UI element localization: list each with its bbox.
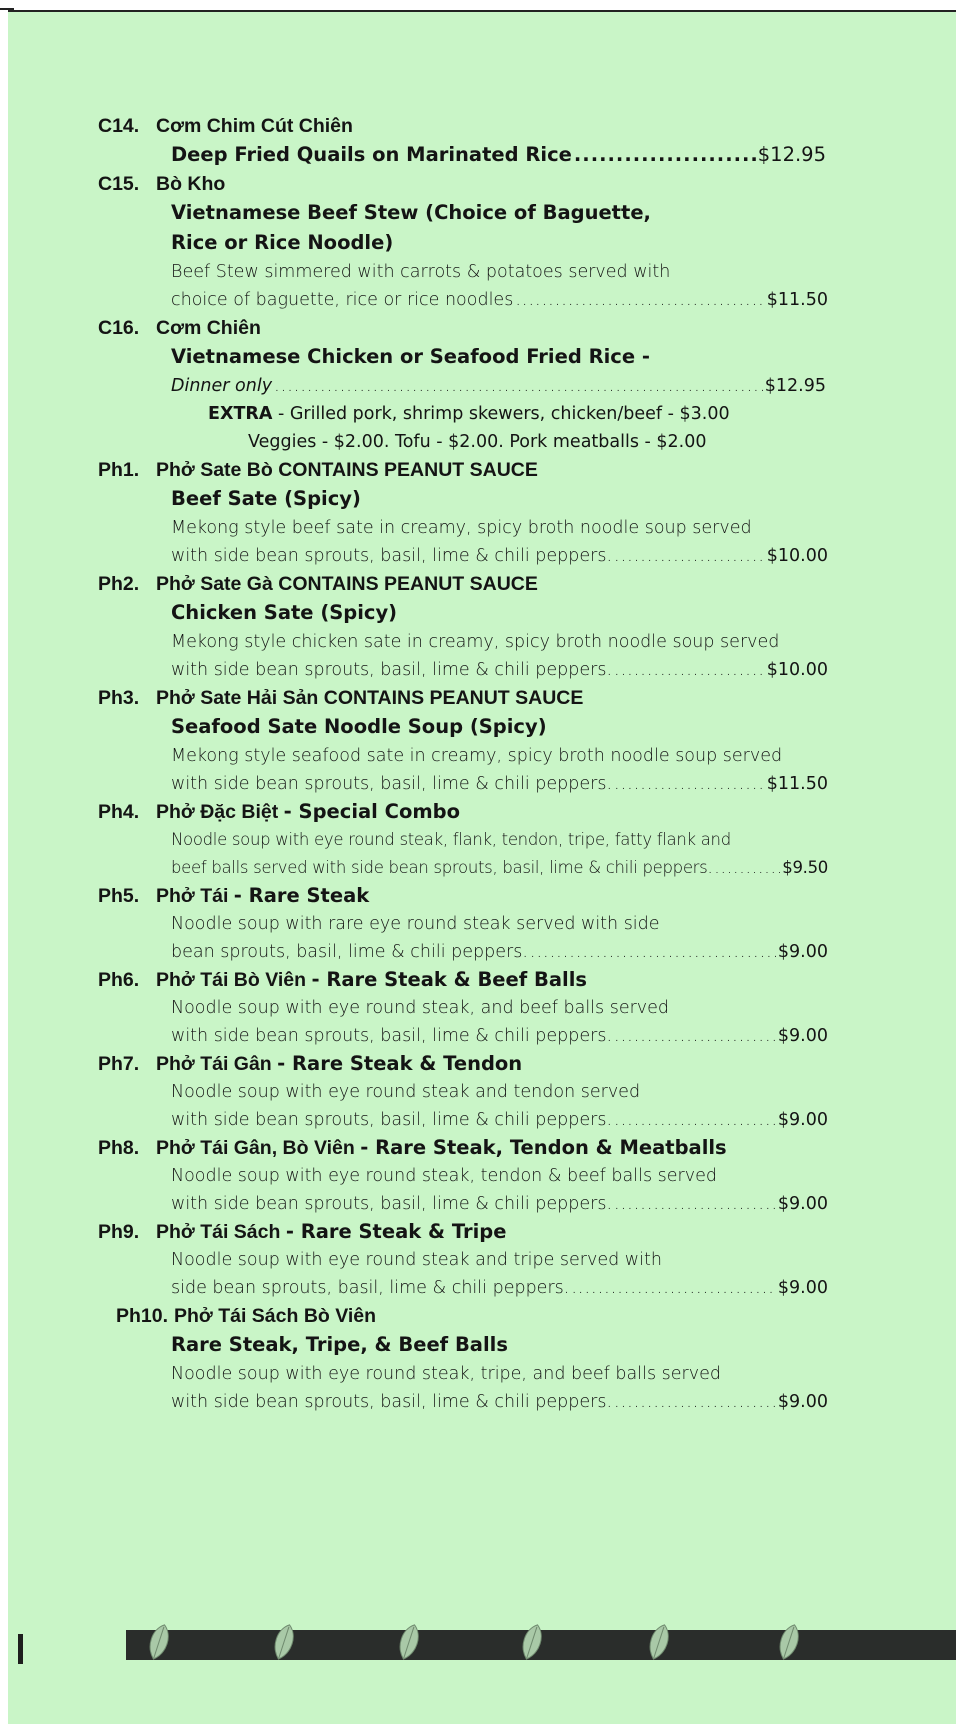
item-english-name: - Rare Steak (233, 884, 370, 907)
top-fold-line (0, 8, 14, 10)
menu-item (8, 1050, 956, 1134)
item-description: Beef Stew simmered with carrots & potatoes served with (171, 262, 671, 282)
dot-leader (571, 1274, 776, 1302)
item-description: Mekong style seafood sate in creamy, spicy broth noodle soup served (171, 746, 783, 766)
item-code: Ph8. (98, 1137, 140, 1159)
item-heading (98, 684, 956, 712)
description-text: with side bean sprouts, basil, lime & chili peppers. (171, 660, 613, 680)
item-heading (98, 112, 956, 140)
item-vietnamese-name: Phở Đặc Biệt (156, 801, 279, 823)
item-price: $12.95 (757, 143, 826, 166)
item-english-name: - Rare Steak & Beef Balls (311, 968, 588, 991)
dot-leader (530, 938, 776, 966)
item-vietnamese-name: Phở Tái (156, 885, 229, 907)
menu-item (8, 1134, 956, 1218)
item-english-name: Seafood Sate Noodle Soup (Spicy) (171, 715, 547, 738)
extra-options-2: Veggies - $2.00. Tofu - $2.00. Pork meatballs - $2.00 (248, 432, 707, 452)
item-description (171, 286, 828, 314)
item-heading (98, 1134, 956, 1162)
item-price: $9.00 (777, 1194, 828, 1214)
item-code: Ph10. (116, 1305, 169, 1327)
item-description (171, 1388, 828, 1416)
item-english-name: - Rare Steak & Tendon (277, 1052, 523, 1075)
item-description (171, 1106, 828, 1134)
item-vietnamese-name: Phở Sate Hải Sản CONTAINS PEANUT SAUCE (156, 687, 584, 709)
dot-leader (614, 1106, 776, 1134)
item-description: Mekong style chicken sate in creamy, spicy broth noodle soup served (171, 632, 780, 652)
menu-item (8, 170, 956, 314)
item-vietnamese-name: Cơm Chim Cút Chiên (156, 115, 353, 137)
item-code: Ph7. (98, 1053, 140, 1075)
item-english-name: Beef Sate (Spicy) (171, 487, 361, 510)
dot-leader (614, 770, 765, 798)
item-price: $9.00 (777, 1110, 828, 1130)
description-text: bean sprouts, basil, lime & chili peppers. (171, 942, 528, 962)
item-code: C14. (98, 115, 140, 137)
item-description (171, 1190, 828, 1218)
item-english-name: - Rare Steak, Tendon & Meatballs (360, 1136, 727, 1159)
description-text: side bean sprouts, basil, lime & chili peppers. (171, 1278, 570, 1298)
menu-item (8, 570, 956, 684)
footer-leaf-band (126, 1630, 956, 1660)
item-description: Noodle soup with rare eye round steak served with side (171, 914, 660, 934)
menu-item (8, 1302, 956, 1416)
item-price: $9.00 (777, 942, 828, 962)
item-price: $12.95 (764, 376, 826, 396)
item-price: $9.00 (777, 1278, 828, 1298)
item-description: Noodle soup with eye round steak and tripe served with (171, 1250, 662, 1270)
item-vietnamese-name: Phở Tái Sách Bò Viên (174, 1305, 377, 1327)
leaf-icon (396, 1622, 422, 1662)
item-heading (98, 882, 956, 910)
description-text: with side bean sprouts, basil, lime & chili peppers. (171, 546, 613, 566)
menu-item (8, 684, 956, 798)
item-vietnamese-name: Phở Sate Gà CONTAINS PEANUT SAUCE (156, 573, 538, 595)
menu-page (8, 10, 956, 1724)
item-vietnamese-name: Phở Tái Gân (156, 1053, 272, 1075)
item-description: Noodle soup with eye round steak, tendon & beef balls served (171, 1166, 717, 1186)
item-price: $10.00 (766, 660, 828, 680)
extra-options (208, 400, 956, 428)
item-heading (98, 1050, 956, 1078)
menu-list (8, 112, 956, 1416)
item-description: Noodle soup with eye round steak, flank, tendon, tripe, fatty flank and (171, 830, 731, 849)
item-description (171, 770, 828, 798)
item-english-name: Chicken Sate (Spicy) (171, 601, 398, 624)
description-text: beef balls served with side bean sprouts, basil, lime & chili peppers. (171, 858, 713, 877)
item-code: Ph6. (98, 969, 140, 991)
menu-item (8, 1218, 956, 1302)
description-text: Dinner only (171, 376, 273, 396)
menu-item (8, 882, 956, 966)
item-heading (98, 314, 956, 342)
dot-leader (574, 140, 756, 170)
leaf-icon (146, 1622, 172, 1662)
dot-leader (614, 1022, 776, 1050)
item-price: $9.00 (777, 1026, 828, 1046)
description-text: with side bean sprouts, basil, lime & chili peppers. (171, 1194, 613, 1214)
item-vietnamese-name: Phở Tái Sách (156, 1221, 281, 1243)
item-price: $11.50 (766, 774, 828, 794)
item-description: Noodle soup with eye round steak, and beef balls served (171, 998, 670, 1018)
item-heading (98, 1218, 956, 1246)
menu-item (8, 798, 956, 882)
item-vietnamese-name: Phở Tái Bò Viên (156, 969, 307, 991)
item-description (171, 372, 826, 400)
item-description (171, 542, 828, 570)
item-description (171, 1022, 828, 1050)
item-price: $9.00 (777, 1392, 828, 1412)
english-text: Deep Fried Quails on Marinated Rice (171, 143, 572, 166)
item-english-name: Vietnamese Chicken or Seafood Fried Rice - (171, 345, 650, 368)
item-vietnamese-name: Cơm Chiên (156, 317, 261, 339)
item-code: Ph3. (98, 687, 140, 709)
item-price: $9.50 (782, 858, 828, 877)
item-heading (98, 798, 956, 826)
leaf-icon (776, 1622, 802, 1662)
item-description: Noodle soup with eye round steak and tendon served (171, 1082, 641, 1102)
item-vietnamese-name: Phở Tái Gân, Bò Viên (156, 1137, 355, 1159)
item-price: $11.50 (766, 290, 828, 310)
dot-leader (515, 286, 764, 314)
item-code: Ph1. (98, 459, 140, 481)
dot-leader (714, 854, 780, 882)
edge-mark (18, 1634, 23, 1664)
item-code: Ph5. (98, 885, 140, 907)
description-text: choice of baguette, rice or rice noodles (171, 290, 514, 310)
dot-leader (614, 1388, 776, 1416)
description-text: with side bean sprouts, basil, lime & chili peppers. (171, 774, 613, 794)
item-code: Ph4. (98, 801, 140, 823)
item-english-name (171, 140, 826, 170)
item-code: C15. (98, 173, 140, 195)
item-vietnamese-name: Bò Kho (156, 173, 226, 195)
item-english-name: Vietnamese Beef Stew (Choice of Baguette, (171, 201, 651, 224)
menu-item (8, 112, 956, 170)
dot-leader (614, 542, 765, 570)
item-price: $10.00 (766, 546, 828, 566)
item-description (171, 1274, 828, 1302)
item-heading (98, 456, 956, 484)
description-text: with side bean sprouts, basil, lime & chili peppers. (171, 1110, 613, 1130)
item-english-name: Rice or Rice Noodle) (171, 231, 394, 254)
item-description: Mekong style beef sate in creamy, spicy broth noodle soup served (171, 518, 752, 538)
leaf-icon (271, 1622, 297, 1662)
item-heading (116, 1302, 956, 1330)
item-english-name: Rare Steak, Tripe, & Beef Balls (171, 1333, 508, 1356)
item-heading (98, 570, 956, 598)
extra-label: EXTRA (208, 404, 273, 424)
item-heading (98, 170, 956, 198)
menu-item (8, 966, 956, 1050)
item-description (171, 938, 828, 966)
item-heading (98, 966, 956, 994)
item-english-name: - Rare Steak & Tripe (285, 1220, 507, 1243)
menu-item (8, 456, 956, 570)
item-description: Noodle soup with eye round steak, tripe, and beef balls served (171, 1364, 721, 1384)
description-text: with side bean sprouts, basil, lime & chili peppers. (171, 1392, 613, 1412)
item-description (171, 854, 828, 882)
description-text: with side bean sprouts, basil, lime & chili peppers. (171, 1026, 613, 1046)
extra-text: - Grilled pork, shrimp skewers, chicken/beef - $3.00 (272, 404, 730, 424)
leaf-icon (519, 1622, 545, 1662)
item-code: Ph9. (98, 1221, 140, 1243)
menu-item (8, 314, 956, 456)
item-english-name: - Special Combo (283, 800, 461, 823)
leaf-icon (646, 1622, 672, 1662)
item-vietnamese-name: Phở Sate Bò CONTAINS PEANUT SAUCE (156, 459, 538, 481)
item-code: C16. (98, 317, 140, 339)
dot-leader (274, 372, 763, 400)
item-description (171, 656, 828, 684)
dot-leader (614, 656, 765, 684)
dot-leader (614, 1190, 776, 1218)
item-code: Ph2. (98, 573, 140, 595)
